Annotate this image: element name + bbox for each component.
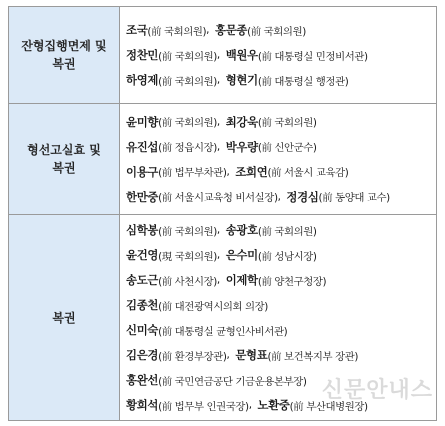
person-name: 조희연 xyxy=(235,164,268,179)
name-line xyxy=(126,109,432,134)
person-name: 한만중 xyxy=(126,189,159,204)
person-name: 백원우 xyxy=(225,48,258,62)
person-title: (前 국회의원) xyxy=(158,75,217,88)
person-title: (前 국회의원) xyxy=(247,25,306,38)
person-title: (前 국회의원) xyxy=(158,225,217,238)
person-title: (前 국회의원) xyxy=(257,225,317,238)
person-name: 홍문종 xyxy=(214,23,248,37)
separator: , xyxy=(216,49,223,61)
person-name: 김종천 xyxy=(126,298,159,312)
name-line xyxy=(126,268,432,293)
person-name: 문형표 xyxy=(235,348,268,362)
separator: , xyxy=(216,249,223,261)
person-name: 정찬민 xyxy=(126,48,159,62)
person-name: 은수미 xyxy=(225,248,258,262)
name-line xyxy=(126,159,432,184)
person-title: (前 법무부차관) xyxy=(158,167,227,179)
person-title: (前 대통령실 행정관) xyxy=(257,75,349,88)
person-name: 이제학 xyxy=(225,273,258,287)
person-name: 심학봉 xyxy=(126,223,159,237)
separator: , xyxy=(226,349,233,361)
name-line xyxy=(126,318,432,343)
person-title: (前 국회의원) xyxy=(158,117,217,129)
separator: , xyxy=(216,140,223,153)
person-title: (前 법무부 인권국장) xyxy=(158,400,249,413)
name-line xyxy=(126,368,432,393)
person-title: (前 대전광역시의회 의장) xyxy=(158,300,268,313)
person-title: (前 성남시장) xyxy=(257,250,317,263)
person-name: 박우량 xyxy=(225,139,258,154)
separator: , xyxy=(216,115,223,128)
section-names xyxy=(120,7,437,104)
person-title: (現 국회의원) xyxy=(158,250,217,263)
person-name: 황희석 xyxy=(126,398,159,412)
name-line xyxy=(126,68,432,93)
section-names xyxy=(120,215,437,421)
person-title: (前 정읍시장) xyxy=(158,142,217,154)
person-title: (前 대통령실 민정비서관) xyxy=(257,50,368,63)
person-name: 조국 xyxy=(126,23,148,37)
separator: , xyxy=(226,165,233,178)
person-title: (前 국회의원) xyxy=(147,25,207,38)
name-line xyxy=(126,18,432,43)
person-name: 홍완선 xyxy=(126,373,159,387)
person-title: (前 보건복지부 장관) xyxy=(267,350,359,363)
section-names xyxy=(120,104,437,215)
name-line xyxy=(126,343,432,368)
name-line xyxy=(126,243,432,268)
person-title: (前 부산대병원장) xyxy=(289,400,368,413)
person-title: (前 국회의원) xyxy=(158,50,217,63)
person-title: (前 양천구청장) xyxy=(257,275,327,288)
section-row xyxy=(9,7,437,104)
name-line xyxy=(126,218,432,243)
name-line xyxy=(126,184,432,209)
section-category: 잔형집행면제 및 복권 xyxy=(9,7,120,104)
person-name: 노환중 xyxy=(257,398,290,412)
section-row xyxy=(9,215,437,421)
person-name: 유진섭 xyxy=(126,139,159,154)
watermark: 신문안내스 xyxy=(321,378,433,403)
person-title: (前 환경부장관) xyxy=(158,350,227,363)
person-title: (前 서울시교육청 비서실장) xyxy=(158,192,278,204)
person-title: (前 국민연금공단 기금운용본부장) xyxy=(158,375,307,388)
person-title: (前 국회의원) xyxy=(257,117,317,129)
person-name: 김은경 xyxy=(126,348,159,362)
separator: , xyxy=(216,74,223,86)
person-name: 윤미향 xyxy=(126,114,159,129)
separator: , xyxy=(216,224,223,236)
section-category: 복권 xyxy=(9,215,120,421)
person-name: 형현기 xyxy=(225,73,258,87)
section-row xyxy=(9,104,437,215)
person-name: 정경심 xyxy=(286,189,319,204)
person-name: 송광호 xyxy=(225,223,258,237)
person-name: 신미숙 xyxy=(126,323,159,337)
section-category: 형선고실효 및 복권 xyxy=(9,104,120,215)
person-title: (前 대통령실 균형인사비서관) xyxy=(158,325,288,338)
pardon-list-table xyxy=(8,6,437,421)
person-name: 송도근 xyxy=(126,273,159,287)
separator: , xyxy=(206,24,212,36)
person-title: (前 사천시장) xyxy=(158,275,217,288)
person-name: 이용구 xyxy=(126,164,159,179)
name-line xyxy=(126,134,432,159)
separator: , xyxy=(248,399,255,411)
person-title: (前 서울시 교육감) xyxy=(267,167,349,179)
person-name: 하영제 xyxy=(126,73,159,87)
person-name: 윤건영 xyxy=(126,248,159,262)
person-title: (前 동양대 교수) xyxy=(318,192,390,204)
name-line xyxy=(126,293,432,318)
separator: , xyxy=(277,190,284,203)
person-name: 최강욱 xyxy=(225,114,258,129)
name-line xyxy=(126,393,432,418)
name-line xyxy=(126,43,432,68)
separator: , xyxy=(216,274,223,286)
person-title: (前 신안군수) xyxy=(257,142,317,154)
